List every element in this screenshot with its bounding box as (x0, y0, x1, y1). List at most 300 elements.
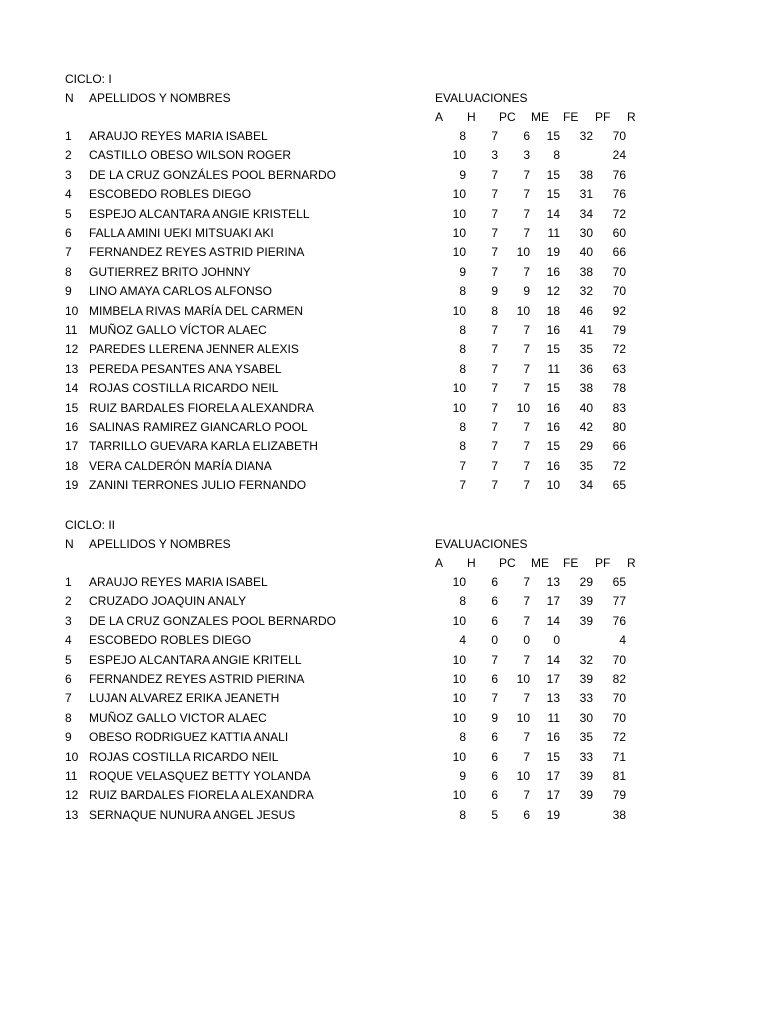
score-r: 70 (612, 264, 626, 279)
score-r: 82 (612, 672, 626, 686)
ciclo-1-title: CICLO: I (65, 72, 112, 86)
student-name: ESPEJO ALCANTARA ANGIE KRITELL (89, 652, 302, 667)
table-row (0, 651, 768, 670)
score-me: 11 (547, 361, 560, 376)
student-name: SERNAQUE NUNURA ANGEL JESUS (89, 807, 296, 822)
score-me: 16 (546, 323, 560, 337)
row-number: 5 (65, 206, 72, 221)
score-me: 17 (546, 769, 560, 783)
score-pf: 39 (579, 594, 593, 609)
score-pf: 39 (579, 769, 593, 783)
column-name-header: APELLIDOS Y NOMBRES (89, 537, 231, 551)
score-h: 7 (491, 691, 498, 706)
score-me: 16 (546, 264, 560, 279)
table-row (0, 166, 768, 185)
student-name: DE LA CRUZ GONZALES POOL BERNARDO (89, 613, 336, 628)
score-h: 6 (491, 769, 498, 783)
score-a: 10 (452, 613, 466, 628)
ciclo-1-eval-headers (0, 108, 768, 127)
table-row (0, 437, 768, 456)
score-a: 7 (459, 478, 466, 493)
table-row (0, 263, 768, 282)
score-h: 6 (491, 730, 498, 745)
score-r: 63 (612, 361, 626, 376)
score-me: 16 (546, 400, 560, 415)
score-pc: 10 (516, 303, 530, 318)
eval-header-h: H (467, 110, 476, 124)
score-pc: 10 (516, 769, 530, 783)
score-me: 15 (546, 187, 560, 202)
row-number: 5 (65, 652, 72, 667)
row-number: 16 (65, 420, 79, 434)
score-r: 65 (612, 478, 626, 493)
table-row (0, 806, 768, 825)
score-h: 6 (491, 672, 498, 686)
table-row (0, 573, 768, 592)
score-pf: 29 (579, 439, 593, 454)
score-pf: 41 (579, 323, 593, 337)
score-r: 72 (612, 730, 626, 745)
ciclo-1-title-row (0, 70, 768, 89)
score-a: 8 (459, 361, 466, 376)
score-pc: 7 (523, 420, 530, 434)
table-row (0, 612, 768, 631)
score-me: 15 (546, 749, 560, 764)
score-pf: 32 (579, 129, 593, 143)
row-number: 14 (65, 381, 79, 396)
score-a: 10 (452, 187, 466, 202)
row-number: 6 (65, 226, 72, 240)
table-row (0, 243, 768, 262)
score-a: 10 (452, 672, 466, 686)
score-r: 80 (612, 420, 626, 434)
row-number: 4 (65, 633, 72, 648)
score-pf: 34 (579, 206, 593, 221)
row-number: 3 (65, 167, 72, 182)
score-me: 13 (546, 691, 560, 706)
score-pc: 7 (523, 323, 530, 337)
score-r: 72 (612, 342, 626, 357)
score-h: 7 (491, 478, 498, 493)
student-name: ESCOBEDO ROBLES DIEGO (89, 187, 252, 202)
score-pc: 3 (523, 148, 530, 163)
score-pc: 7 (523, 691, 530, 706)
score-me: 11 (547, 710, 560, 725)
student-name: CASTILLO OBESO WILSON ROGER (89, 148, 292, 163)
score-me: 17 (546, 594, 560, 609)
score-me: 19 (546, 807, 560, 822)
score-h: 7 (491, 342, 498, 357)
score-a: 8 (459, 284, 466, 299)
table-row (0, 321, 768, 340)
table-row (0, 476, 768, 495)
score-pf: 32 (579, 284, 593, 299)
score-pf: 35 (579, 458, 593, 473)
score-pf: 33 (579, 691, 593, 706)
column-n-header: N (65, 91, 74, 105)
score-pc: 9 (523, 284, 530, 299)
score-pc: 7 (523, 458, 530, 473)
score-a: 10 (452, 575, 466, 589)
eval-header-pf: PF (595, 110, 611, 124)
score-a: 8 (459, 439, 466, 454)
student-name: ROJAS COSTILLA RICARDO NEIL (89, 749, 279, 764)
row-number: 13 (65, 361, 79, 376)
score-pf: 40 (579, 245, 593, 260)
student-name: ESCOBEDO ROBLES DIEGO (89, 633, 252, 648)
score-a: 8 (459, 594, 466, 609)
score-a: 10 (452, 788, 466, 803)
score-pf: 39 (579, 613, 593, 628)
score-a: 10 (452, 245, 466, 260)
score-r: 70 (612, 691, 626, 706)
score-me: 17 (546, 788, 560, 803)
score-r: 72 (612, 458, 626, 473)
row-number: 18 (65, 458, 79, 473)
score-pf: 32 (579, 652, 593, 667)
score-me: 13 (546, 575, 560, 589)
eval-header-pc: PC (499, 110, 516, 124)
score-pf: 35 (579, 342, 593, 357)
score-r: 83 (612, 400, 626, 415)
score-me: 8 (553, 148, 560, 163)
student-name: CRUZADO JOAQUIN ANALY (89, 594, 247, 609)
column-n-header: N (65, 537, 74, 551)
score-h: 7 (491, 420, 498, 434)
row-number: 13 (65, 807, 79, 822)
score-h: 9 (491, 710, 498, 725)
row-number: 1 (65, 575, 72, 589)
eval-header-a: A (435, 110, 444, 124)
score-pc: 6 (523, 807, 530, 822)
table-row (0, 689, 768, 708)
student-name: ARAUJO REYES MARIA ISABEL (89, 575, 268, 589)
score-r: 71 (612, 749, 626, 764)
table-row (0, 146, 768, 165)
score-a: 7 (459, 458, 466, 473)
row-number: 9 (65, 284, 72, 299)
score-r: 79 (612, 788, 626, 803)
row-number: 2 (65, 148, 72, 163)
score-r: 66 (612, 439, 626, 454)
score-a: 8 (459, 420, 466, 434)
row-number: 12 (65, 342, 79, 357)
score-pc: 10 (516, 400, 530, 415)
score-pc: 7 (523, 167, 530, 182)
eval-header-fe: FE (563, 110, 579, 124)
score-pc: 7 (523, 206, 530, 221)
eval-header-r: R (627, 110, 636, 124)
score-h: 7 (491, 458, 498, 473)
score-me: 14 (546, 652, 560, 667)
table-row (0, 185, 768, 204)
row-number: 7 (65, 245, 72, 260)
score-r: 76 (612, 187, 626, 202)
score-h: 7 (491, 129, 498, 143)
score-r: 72 (612, 206, 626, 221)
student-name: ROJAS COSTILLA RICARDO NEIL (89, 381, 279, 396)
column-name-header: APELLIDOS Y NOMBRES (89, 91, 231, 105)
score-a: 10 (452, 381, 466, 396)
table-row (0, 786, 768, 805)
score-h: 7 (491, 226, 498, 240)
score-pf: 38 (579, 264, 593, 279)
student-name: PEREDA PESANTES ANA YSABEL (89, 361, 282, 376)
eval-header-me: ME (531, 556, 549, 570)
score-pc: 7 (523, 226, 530, 240)
table-row (0, 399, 768, 418)
score-a: 8 (459, 730, 466, 745)
row-number: 3 (65, 613, 72, 628)
row-number: 2 (65, 594, 72, 609)
score-h: 6 (491, 613, 498, 628)
score-h: 6 (491, 788, 498, 803)
score-r: 78 (612, 381, 626, 396)
table-row (0, 379, 768, 398)
score-r: 70 (612, 129, 626, 143)
table-row (0, 418, 768, 437)
score-h: 7 (491, 400, 498, 415)
eval-header-a: A (435, 556, 444, 570)
score-r: 92 (612, 303, 626, 318)
score-r: 81 (612, 769, 626, 783)
score-a: 10 (452, 400, 466, 415)
row-number: 9 (65, 730, 72, 745)
score-me: 15 (546, 439, 560, 454)
score-r: 76 (612, 613, 626, 628)
table-row (0, 748, 768, 767)
ciclo-2-title: CICLO: II (65, 518, 116, 532)
eval-header-me: ME (531, 110, 549, 124)
score-pc: 7 (523, 749, 530, 764)
student-name: LUJAN ALVAREZ ERIKA JEANETH (89, 691, 280, 706)
score-h: 0 (491, 633, 498, 648)
score-pc: 7 (523, 342, 530, 357)
score-r: 4 (619, 633, 626, 648)
table-row (0, 728, 768, 747)
score-me: 19 (546, 245, 560, 260)
score-pc: 7 (523, 575, 530, 589)
score-pf: 38 (579, 381, 593, 396)
score-r: 77 (612, 594, 626, 609)
row-number: 8 (65, 710, 72, 725)
student-name: FALLA AMINI UEKI MITSUAKI AKI (89, 226, 274, 240)
eval-header-pf: PF (595, 556, 611, 570)
score-pc: 10 (516, 245, 530, 260)
score-h: 7 (491, 187, 498, 202)
ciclo-2-title-row (0, 516, 768, 535)
score-r: 60 (612, 226, 626, 240)
student-name: RUIZ BARDALES FIORELA ALEXANDRA (89, 400, 314, 415)
score-h: 7 (491, 323, 498, 337)
score-pf: 39 (579, 788, 593, 803)
ciclo-2-header-row (0, 535, 768, 554)
table-row (0, 205, 768, 224)
score-a: 10 (452, 226, 466, 240)
score-a: 8 (459, 342, 466, 357)
score-h: 8 (491, 303, 498, 318)
score-r: 70 (612, 284, 626, 299)
score-h: 7 (491, 381, 498, 396)
score-me: 10 (546, 478, 560, 493)
score-pc: 7 (523, 439, 530, 454)
student-name: FERNANDEZ REYES ASTRID PIERINA (89, 672, 305, 686)
eval-header-fe: FE (563, 556, 579, 570)
student-name: SALINAS RAMIREZ GIANCARLO POOL (89, 420, 308, 434)
score-h: 7 (491, 361, 498, 376)
score-me: 15 (546, 342, 560, 357)
score-r: 76 (612, 167, 626, 182)
score-a: 8 (459, 807, 466, 822)
student-name: VERA CALDERÓN MARÍA DIANA (89, 458, 272, 473)
score-me: 11 (547, 226, 560, 240)
score-h: 6 (491, 594, 498, 609)
ciclo-2-eval-headers (0, 554, 768, 573)
score-r: 24 (612, 148, 626, 163)
student-name: DE LA CRUZ GONZÁLES POOL BERNARDO (89, 167, 336, 182)
score-r: 66 (612, 245, 626, 260)
student-name: MIMBELA RIVAS MARÍA DEL CARMEN (89, 303, 304, 318)
score-pc: 7 (523, 381, 530, 396)
student-name: MUÑOZ GALLO VÍCTOR ALAEC (89, 323, 267, 337)
table-row (0, 224, 768, 243)
student-name: RUIZ BARDALES FIORELA ALEXANDRA (89, 788, 314, 803)
score-me: 16 (546, 458, 560, 473)
score-r: 70 (612, 710, 626, 725)
score-me: 14 (546, 206, 560, 221)
score-pc: 7 (523, 788, 530, 803)
table-row (0, 340, 768, 359)
score-pc: 7 (523, 361, 530, 376)
student-name: MUÑOZ GALLO VICTOR ALAEC (89, 710, 267, 725)
table-row (0, 767, 768, 786)
score-pf: 30 (579, 226, 593, 240)
student-name: GUTIERREZ BRITO JOHNNY (89, 264, 251, 279)
score-a: 9 (459, 769, 466, 783)
score-pc: 7 (523, 187, 530, 202)
score-a: 8 (459, 323, 466, 337)
score-h: 3 (491, 148, 498, 163)
score-r: 38 (612, 807, 626, 822)
row-number: 1 (65, 129, 72, 143)
score-me: 16 (546, 730, 560, 745)
score-pc: 7 (523, 594, 530, 609)
score-h: 5 (491, 807, 498, 822)
table-row (0, 592, 768, 611)
score-h: 6 (491, 575, 498, 589)
score-h: 7 (491, 167, 498, 182)
score-pf: 42 (579, 420, 593, 434)
score-h: 7 (491, 652, 498, 667)
score-me: 16 (546, 420, 560, 434)
student-name: OBESO RODRIGUEZ KATTIA ANALI (89, 730, 289, 745)
evaluations-label: EVALUACIONES (435, 91, 528, 105)
score-a: 10 (452, 303, 466, 318)
score-pf: 29 (579, 575, 593, 589)
score-a: 4 (459, 633, 466, 648)
score-a: 10 (452, 691, 466, 706)
score-pc: 10 (516, 710, 530, 725)
score-a: 10 (452, 148, 466, 163)
row-number: 11 (65, 323, 78, 337)
table-row (0, 670, 768, 689)
table-row (0, 127, 768, 146)
score-h: 6 (491, 749, 498, 764)
table-row (0, 282, 768, 301)
student-name: PAREDES LLERENA JENNER ALEXIS (89, 342, 299, 357)
score-h: 9 (491, 284, 498, 299)
student-name: ZANINI TERRONES JULIO FERNANDO (89, 478, 307, 493)
row-number: 12 (65, 788, 79, 803)
score-me: 15 (546, 129, 560, 143)
score-me: 15 (546, 381, 560, 396)
score-pc: 10 (516, 672, 530, 686)
table-row (0, 360, 768, 379)
score-a: 10 (452, 749, 466, 764)
row-number: 17 (65, 439, 79, 454)
eval-header-pc: PC (499, 556, 516, 570)
score-r: 70 (612, 652, 626, 667)
student-name: ESPEJO ALCANTARA ANGIE KRISTELL (89, 206, 310, 221)
evaluations-label: EVALUACIONES (435, 537, 528, 551)
score-pf: 31 (579, 187, 593, 202)
score-pf: 46 (579, 303, 593, 318)
ciclo-1-header-row (0, 89, 768, 108)
row-number: 6 (65, 672, 72, 686)
score-pf: 39 (579, 672, 593, 686)
score-pf: 36 (579, 361, 593, 376)
score-pc: 7 (523, 478, 530, 493)
table-row (0, 457, 768, 476)
table-row (0, 631, 768, 650)
row-number: 10 (65, 749, 79, 764)
student-name: LINO AMAYA CARLOS ALFONSO (89, 284, 272, 299)
score-a: 10 (452, 652, 466, 667)
table-row (0, 709, 768, 728)
score-a: 9 (459, 167, 466, 182)
score-me: 15 (546, 167, 560, 182)
score-pf: 35 (579, 730, 593, 745)
row-number: 19 (65, 478, 79, 493)
score-a: 10 (452, 710, 466, 725)
score-pf: 34 (579, 478, 593, 493)
score-h: 7 (491, 264, 498, 279)
score-pc: 7 (523, 730, 530, 745)
score-a: 10 (452, 206, 466, 221)
student-name: FERNANDEZ REYES ASTRID PIERINA (89, 245, 305, 260)
score-pc: 0 (523, 633, 530, 648)
score-me: 12 (546, 284, 560, 299)
score-r: 79 (612, 323, 626, 337)
row-number: 4 (65, 187, 72, 202)
score-pc: 7 (523, 613, 530, 628)
student-name: ARAUJO REYES MARIA ISABEL (89, 129, 268, 143)
score-a: 8 (459, 129, 466, 143)
eval-header-h: H (467, 556, 476, 570)
score-h: 7 (491, 206, 498, 221)
score-me: 0 (553, 633, 560, 648)
score-pc: 7 (523, 652, 530, 667)
score-h: 7 (491, 439, 498, 454)
score-pc: 7 (523, 264, 530, 279)
score-a: 9 (459, 264, 466, 279)
score-pf: 33 (579, 749, 593, 764)
student-name: TARRILLO GUEVARA KARLA ELIZABETH (89, 439, 318, 454)
row-number: 10 (65, 303, 79, 318)
eval-header-r: R (627, 556, 636, 570)
score-pf: 40 (579, 400, 593, 415)
table-row (0, 302, 768, 321)
